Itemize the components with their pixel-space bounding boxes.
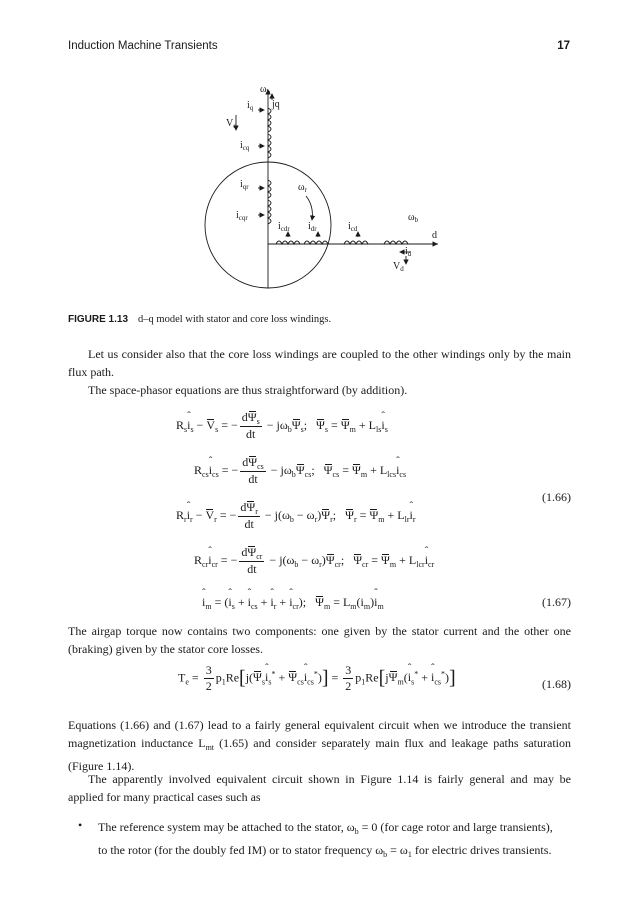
icd-label: i xyxy=(348,221,351,232)
rotor-core-q-coil xyxy=(268,200,271,224)
svg-text:ωb: $\omega_b$ xyxy=(260,84,271,96)
equation-stator-core: $R_{cs}ˆ$ $i_{cs}$ = − $\frac{d\Psi_{cs}}{dt}$ − $j\omega_b\Psi_{cs}$; $\Psi_{cs} = \Psi_m$ + $L_{lcs}ˆ$ $i_{cs}$ xyxy=(194,455,406,487)
equation-rotor-core: $R_{cr}ˆ$ $i_{cr}$ = − $\frac{d\Psi_{cr}}{dt}$ − $j(\omega_b - \omega_r)\Psi_{cr}$; $\Psi_{cr} = \Psi_m$ + $L_{lcr}ˆ$ $i_{cr}$ xyxy=(194,545,434,577)
omega-b-top-label: ω xyxy=(260,84,267,95)
paragraph-2: The space-phasor equations are thus straightforward (by addition). xyxy=(88,383,408,397)
svg-text:ωr: $\omega_r$ xyxy=(298,182,307,194)
id-label: i xyxy=(405,246,408,257)
equation-torque: $T_e$ = $\frac{3}{2}$ $p_1Re[j(\Psi_sˆ$ $i_s^*$ + $\Psi_{cs}ˆ$ $i_{cs}^*$)] = $\frac{3}{2}$ $p_1Re[j\Psi_m(ˆ$ $i_s^*$ + ˆ $i_{cs}^*$)] xyxy=(178,663,456,694)
iqr-label: i xyxy=(240,179,243,190)
equation-number-166: (1.66) xyxy=(542,490,571,504)
omega-r-arrow xyxy=(306,196,312,220)
omega-b-right-label: ω xyxy=(408,212,415,223)
equation-number-168: (1.68) xyxy=(542,677,571,691)
rotor-q-coil xyxy=(268,180,271,198)
omega-r-label: ω xyxy=(298,182,305,193)
svg-text:ωb: $\omega_b$ xyxy=(408,212,419,224)
svg-text:Vd: $V_d$ xyxy=(393,261,404,273)
stator-q-coil xyxy=(268,108,271,132)
svg-text:icqr: $i_{cqr}$ xyxy=(236,210,248,222)
svg-text:icq: $i_{cq}$ xyxy=(240,140,250,152)
figure-label: FIGURE 1.13 xyxy=(68,314,129,325)
d-axis-label: d xyxy=(432,230,437,241)
svg-text:iqr: $i_{qr}$ xyxy=(240,179,249,191)
svg-text:iq: $i_q$ xyxy=(247,100,254,112)
icq-label: i xyxy=(240,140,243,151)
svg-text:id: $i_d$ xyxy=(405,246,412,258)
figure-caption xyxy=(68,314,331,325)
svg-text:icd: $i_{cd}$ xyxy=(348,221,358,233)
paragraph-4: Equations (1.66) and (1.67) lead to a fairly general equivalent circuit when we introduce the transient magnetization inductance $L_{mt}$ (1.65) and consider separately main flux and leakage paths saturation (Figure 1.14). xyxy=(68,718,571,773)
paragraph-3: The airgap torque now contains two components: one given by the stator current and the other one (braking) given by the stator core losses. xyxy=(68,624,571,656)
equation-stator: $R_sˆ$ $i_s - V_s$ = − $\frac{d\Psi_s}{dt}$ − $j\omega_b\Psi_s$; $\Psi_s = \Psi_m$ + $L_{ls}ˆ$ $i_s$ xyxy=(176,410,388,442)
vq-label: V xyxy=(226,118,234,129)
equation-rotor: $R_rˆ$ $i_r - V_r$ = − $\frac{d\Psi_r}{dt}$ − $j(\omega_b - \omega_r)\Psi_r$; $\Psi_r = \Psi_m$ + $L_{lr}ˆ$ $i_r$ xyxy=(176,500,416,532)
iq-label: i xyxy=(247,100,250,111)
equation-number-167: (1.67) xyxy=(542,595,571,609)
running-header xyxy=(68,40,570,58)
paragraph-5: The apparently involved equivalent circuit shown in Figure 1.14 is fairly general and may be applied for many practical cases such as xyxy=(68,772,571,804)
icqr-label: i xyxy=(236,210,239,221)
list-item: The reference system may be attached to the stator, $\omega_b = 0$ (for cage rotor and large transients), to the rotor (for the doubly fed IM) or to stator frequency $\omega_b = \omega_1$ for electric drives transients. xyxy=(98,820,553,859)
running-title: Induction Machine Transients xyxy=(68,40,218,52)
jq-label: jq xyxy=(272,99,280,110)
svg-text:icdr: $i_{cdr}$ xyxy=(278,221,290,233)
page-number: 17 xyxy=(557,40,570,52)
equation-magnetizing: ˆ $i_m$ = (ˆ $i_s$ + ˆ $i_{cs}$ + ˆ $i_r$ + ˆ $i_{cr}$); $\Psi_m$ = $L_m(i_m)ˆ$ $i_m$ xyxy=(202,595,384,611)
icdr-label: i xyxy=(278,221,281,232)
svg-text:Vq: $V_q$ xyxy=(226,118,237,130)
paragraph-1: Let us consider also that the core loss windings are coupled to the other windings only by the main flux path. xyxy=(68,347,571,379)
figure-caption-text: d–q model with stator and core loss windings. xyxy=(138,314,332,325)
vd-label: V xyxy=(393,261,401,272)
core-q-coil xyxy=(268,134,271,158)
svg-text:idr: $i_{dr}$ xyxy=(308,221,317,233)
dq-model-figure xyxy=(0,70,638,310)
idr-label: i xyxy=(308,221,311,232)
list-bullet: • xyxy=(78,818,83,832)
